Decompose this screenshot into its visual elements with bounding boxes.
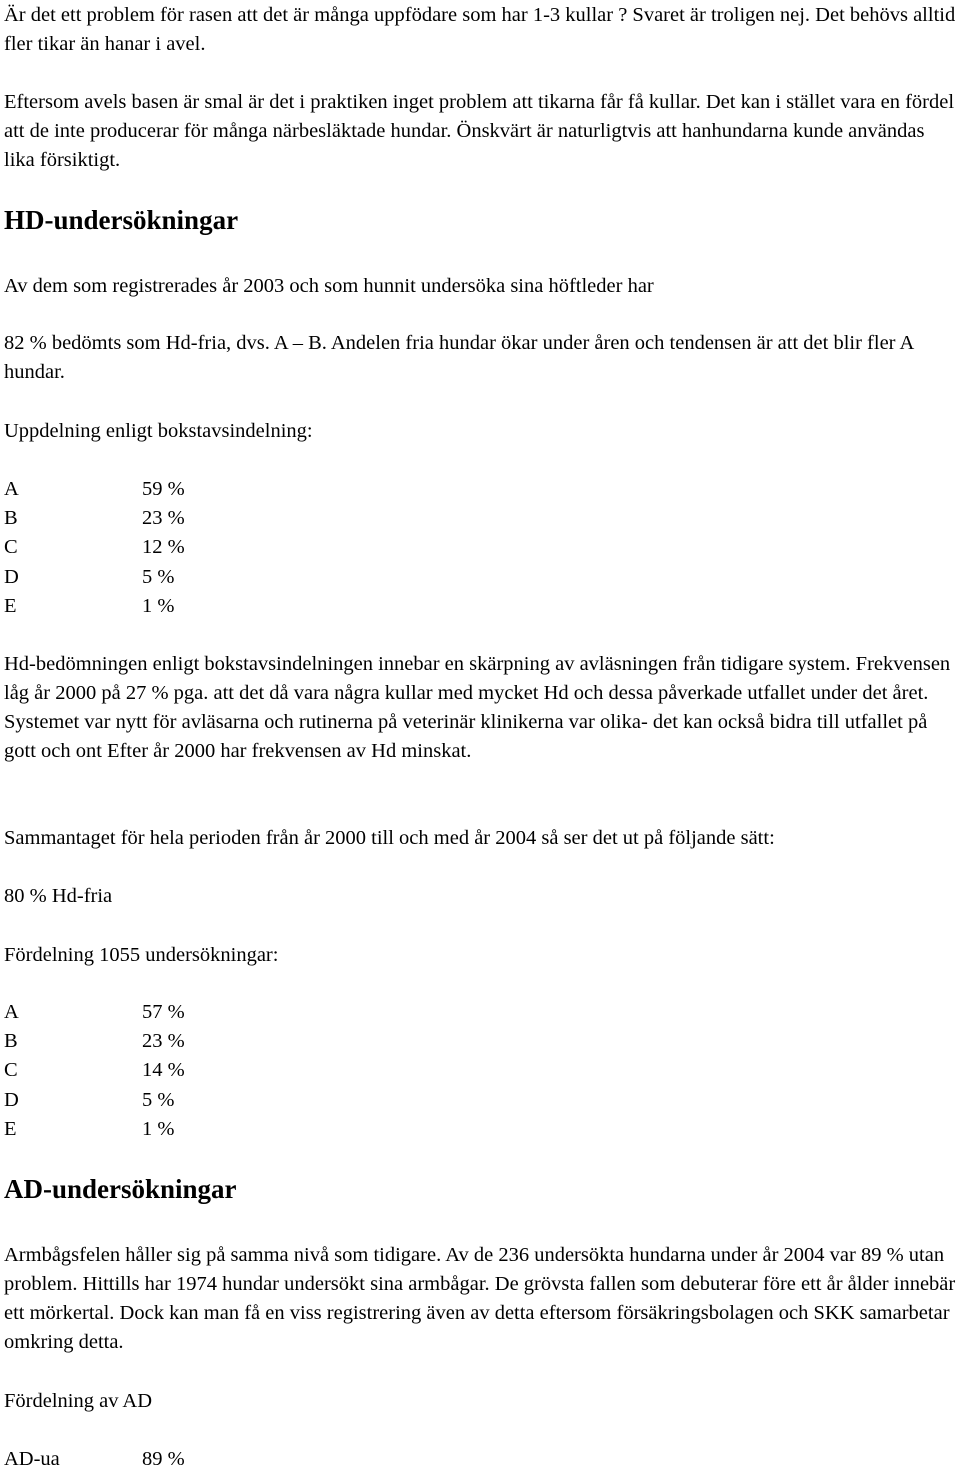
- grade-row: [4, 1086, 304, 1115]
- grade-value: 23 %: [142, 1030, 185, 1052]
- grade-letter: E: [4, 595, 17, 617]
- paragraph-avelsbas: Eftersom avels basen är smal är det i praktiken inget problem att tikarna får få kullar. Det kan i stället vara en fördel att de inte producerar för många närbesläktade hundar. Önskvärt är naturligtvis att hanhundarna kunde användas lika försiktigt.: [4, 91, 955, 171]
- grade-value: 5 %: [142, 1089, 175, 1111]
- paragraph-hd-free: 82 % bedömts som Hd-fria, dvs. A – B. Andelen fria hundar ökar under åren och tendensen är att det blir fler A hundar.: [4, 332, 914, 383]
- grade-value: 59 %: [142, 478, 185, 500]
- paragraph-summary: Sammantaget för hela perioden från år 2000 till och med år 2004 så ser det ut på följande sätt:: [4, 827, 775, 849]
- grade-letter: A: [4, 478, 19, 500]
- grade-row: [4, 563, 304, 592]
- grade-row: [4, 1115, 304, 1144]
- grade-value: 1 %: [142, 1118, 175, 1140]
- grade-row: [4, 1056, 304, 1085]
- grade-row: [4, 504, 304, 533]
- grade-value: 14 %: [142, 1059, 185, 1081]
- paragraph-hd-free-total: 80 % Hd-fria: [4, 885, 113, 907]
- paragraph-ad-distribution: Fördelning av AD: [4, 1390, 153, 1412]
- grade-row: [4, 998, 304, 1027]
- grade-letter: AD-ua: [4, 1448, 60, 1470]
- grade-letter: C: [4, 536, 18, 558]
- grade-row: [4, 1027, 304, 1056]
- paragraph-intro: Är det ett problem för rasen att det är många uppfödare som har 1-3 kullar ? Svaret är troligen nej. Det behövs alltid fler tikar än hanar i avel.: [4, 4, 956, 55]
- grade-row: [4, 475, 304, 504]
- grade-letter: D: [4, 566, 19, 588]
- grade-value: 12 %: [142, 536, 185, 558]
- grade-letter: B: [4, 1030, 18, 1052]
- paragraph-hd-registered: Av dem som registrerades år 2003 och som hunnit undersöka sina höftleder har: [4, 275, 654, 297]
- grade-row: [4, 592, 304, 621]
- grade-letter: E: [4, 1118, 17, 1140]
- paragraph-ad-results: Armbågsfelen håller sig på samma nivå som tidigare. Av de 236 undersökta hundarna under år 2004 var 89 % utan problem. Hittills har 1974 hundar undersökt sina armbågar. De grövsta fallen som debuterar före ett år ålder innebär ett mörkertal. Dock kan man få en viss registrering även av detta eftersom försäkringsbolagen och SKK samarbetar omkring detta.: [4, 1244, 956, 1353]
- grade-value: 23 %: [142, 507, 185, 529]
- paragraph-hd-assessment: Hd-bedömningen enligt bokstavsindelningen innebar en skärpning av avläsningen från tidigare system. Frekvensen låg år 2000 på 27 % pga. att det då vara några kullar med mycket Hd och dessa påverkade utfallet under det året. Systemet var nytt för avläsarna och rutinerna på veterinär klinikerna var olika- det kan också bidra till utfallet på gott och ont Efter år 2000 har frekvensen av Hd minskat.: [4, 653, 951, 762]
- grade-letter: A: [4, 1001, 19, 1023]
- grade-value: 1 %: [142, 595, 175, 617]
- heading-hd: HD-undersökningar: [4, 205, 239, 235]
- grade-letter: D: [4, 1089, 19, 1111]
- grade-value: 89 %: [142, 1448, 185, 1470]
- grade-value: 5 %: [142, 566, 175, 588]
- paragraph-distribution: Fördelning 1055 undersökningar:: [4, 944, 279, 966]
- heading-ad: AD-undersökningar: [4, 1174, 237, 1204]
- grade-letter: B: [4, 507, 18, 529]
- paragraph-grade-intro: Uppdelning enligt bokstavsindelning:: [4, 420, 313, 442]
- grade-row: [4, 533, 304, 562]
- grade-letter: C: [4, 1059, 18, 1081]
- grade-value: 57 %: [142, 1001, 185, 1023]
